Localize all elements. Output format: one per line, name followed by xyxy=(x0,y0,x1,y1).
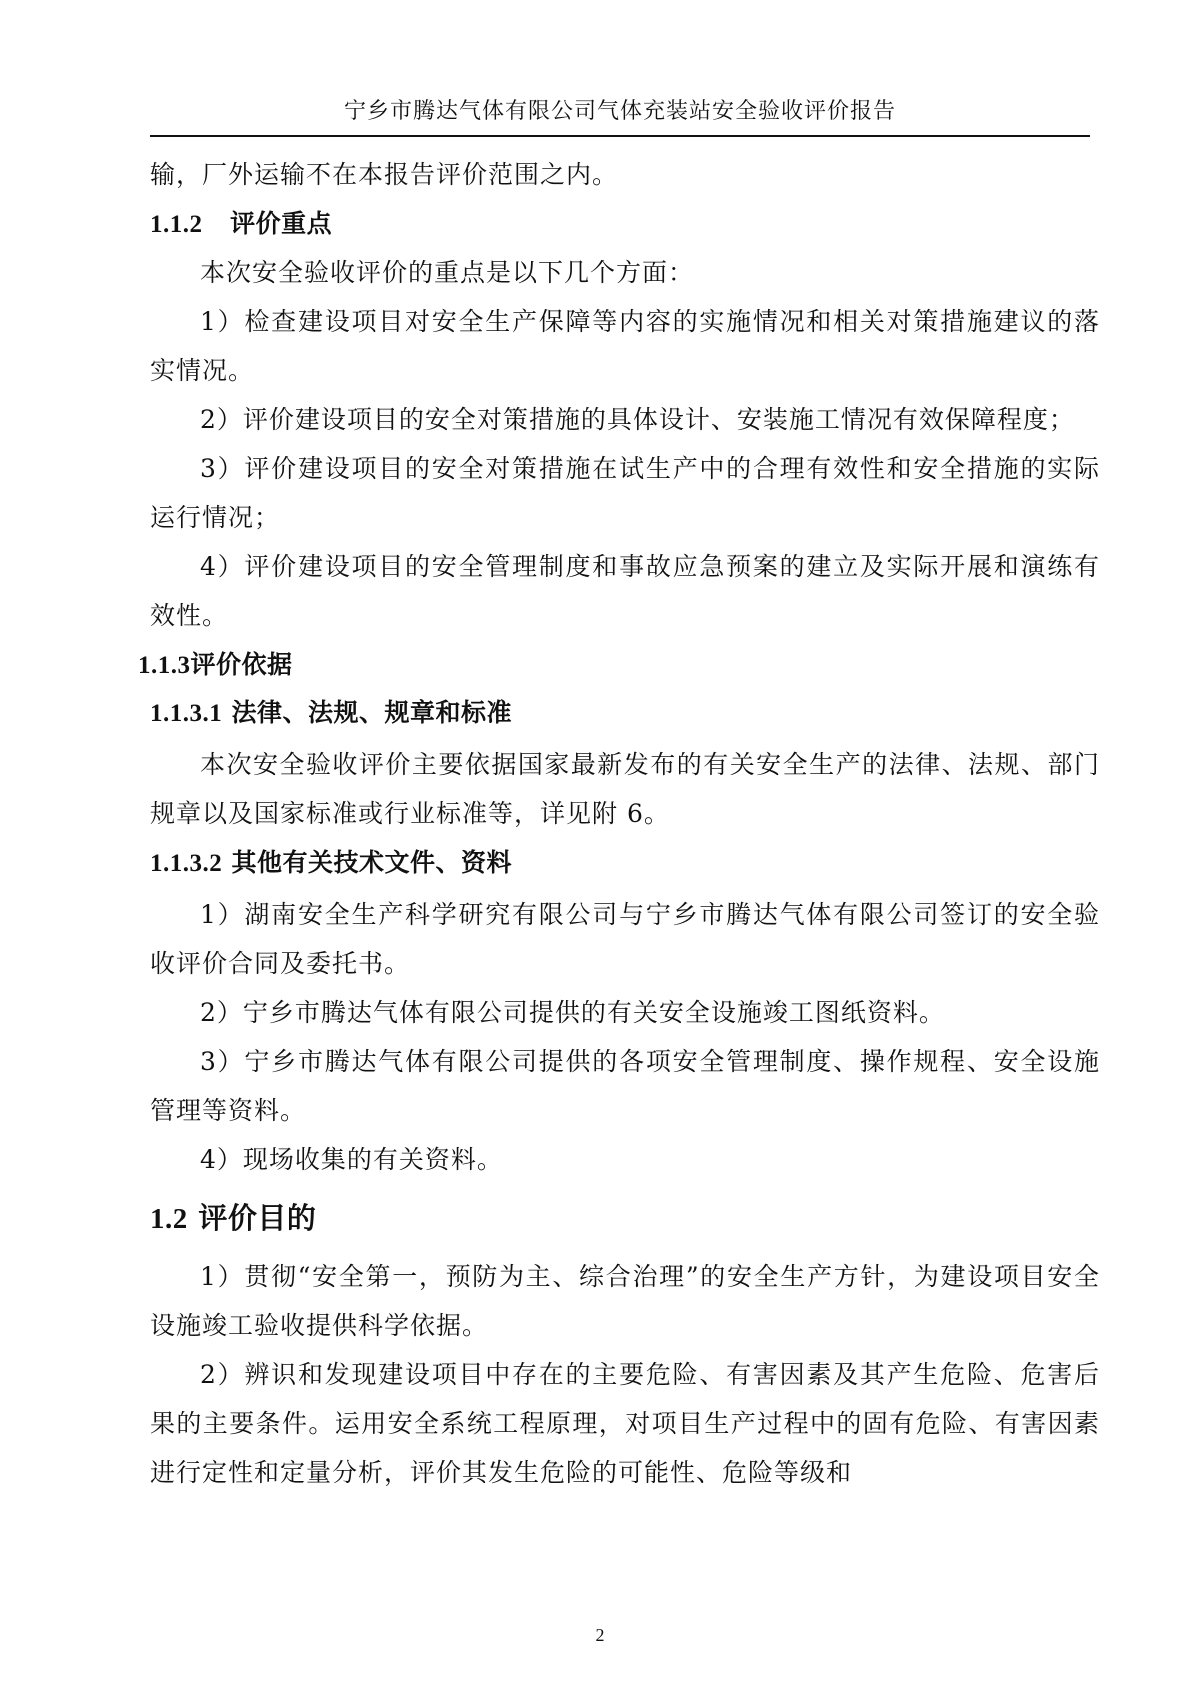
heading-text: 法律、法规、规章和标准 xyxy=(231,698,512,727)
law-basis-paragraph: 本次安全验收评价主要依据国家最新发布的有关安全生产的法律、法规、部门规章以及国家标准或行业标准等，详见附 6。 xyxy=(150,750,1100,828)
document-item: 1）湖南安全生产科学研究有限公司与宁乡市腾达气体有限公司签订的安全验收评价合同及委托书。 xyxy=(150,900,1100,978)
purpose-item: 1）贯彻“安全第一，预防为主、综合治理”的安全生产方针，为建设项目安全设施竣工验收提供科学依据。 xyxy=(150,1262,1100,1340)
document-item: 4）现场收集的有关资料。 xyxy=(200,1145,503,1174)
purpose-item: 2）辨识和发现建设项目中存在的主要危险、有害因素及其产生危险、危害后果的主要条件。运用安全系统工程原理，对项目生产过程中的固有危险、有害因素进行定性和定量分析，评价其发生危险的可能性、危险等级和 xyxy=(150,1360,1100,1487)
focus-item: 2）评价建设项目的安全对策措施的具体设计、安装施工情况有效保障程度； xyxy=(200,405,1075,434)
heading-1-1-3 xyxy=(138,640,1100,688)
focus-intro: 本次安全验收评价的重点是以下几个方面： xyxy=(200,258,695,287)
header-rule xyxy=(150,135,1090,137)
heading-number: 1.2 xyxy=(150,1203,188,1235)
continued-paragraph: 输，厂外运输不在本报告评价范围之内。 xyxy=(150,160,619,189)
heading-number: 1.1.2 xyxy=(150,211,203,238)
heading-number: 1.1.3.2 xyxy=(150,850,223,877)
page-body xyxy=(138,150,1100,1497)
heading-number: 1.1.3 xyxy=(138,652,191,679)
focus-item: 3）评价建设项目的安全对策措施在试生产中的合理有效性和安全措施的实际运行情况； xyxy=(150,454,1100,532)
page-number: 2 xyxy=(595,1625,605,1645)
heading-text: 评价重点 xyxy=(230,209,333,238)
heading-text: 其他有关技术文件、资料 xyxy=(231,848,512,877)
heading-1-1-3-1 xyxy=(150,688,1100,736)
running-header-title: 宁乡市腾达气体有限公司气体充装站安全验收评价报告 xyxy=(343,99,896,124)
heading-number: 1.1.3.1 xyxy=(150,700,223,727)
heading-1-1-3-2 xyxy=(150,838,1100,886)
heading-1-1-2 xyxy=(150,199,1100,248)
heading-text: 评价依据 xyxy=(190,650,293,679)
document-item: 2）宁乡市腾达气体有限公司提供的有关安全设施竣工图纸资料。 xyxy=(200,998,945,1027)
focus-item: 1）检查建设项目对安全生产保障等内容的实施情况和相关对策措施建议的落实情况。 xyxy=(150,307,1100,385)
document-item: 3）宁乡市腾达气体有限公司提供的各项安全管理制度、操作规程、安全设施管理等资料。 xyxy=(150,1047,1100,1125)
focus-item: 4）评价建设项目的安全管理制度和事故应急预案的建立及实际开展和演练有效性。 xyxy=(150,552,1100,630)
heading-text: 评价目的 xyxy=(198,1201,317,1235)
heading-1-2 xyxy=(150,1190,1100,1246)
